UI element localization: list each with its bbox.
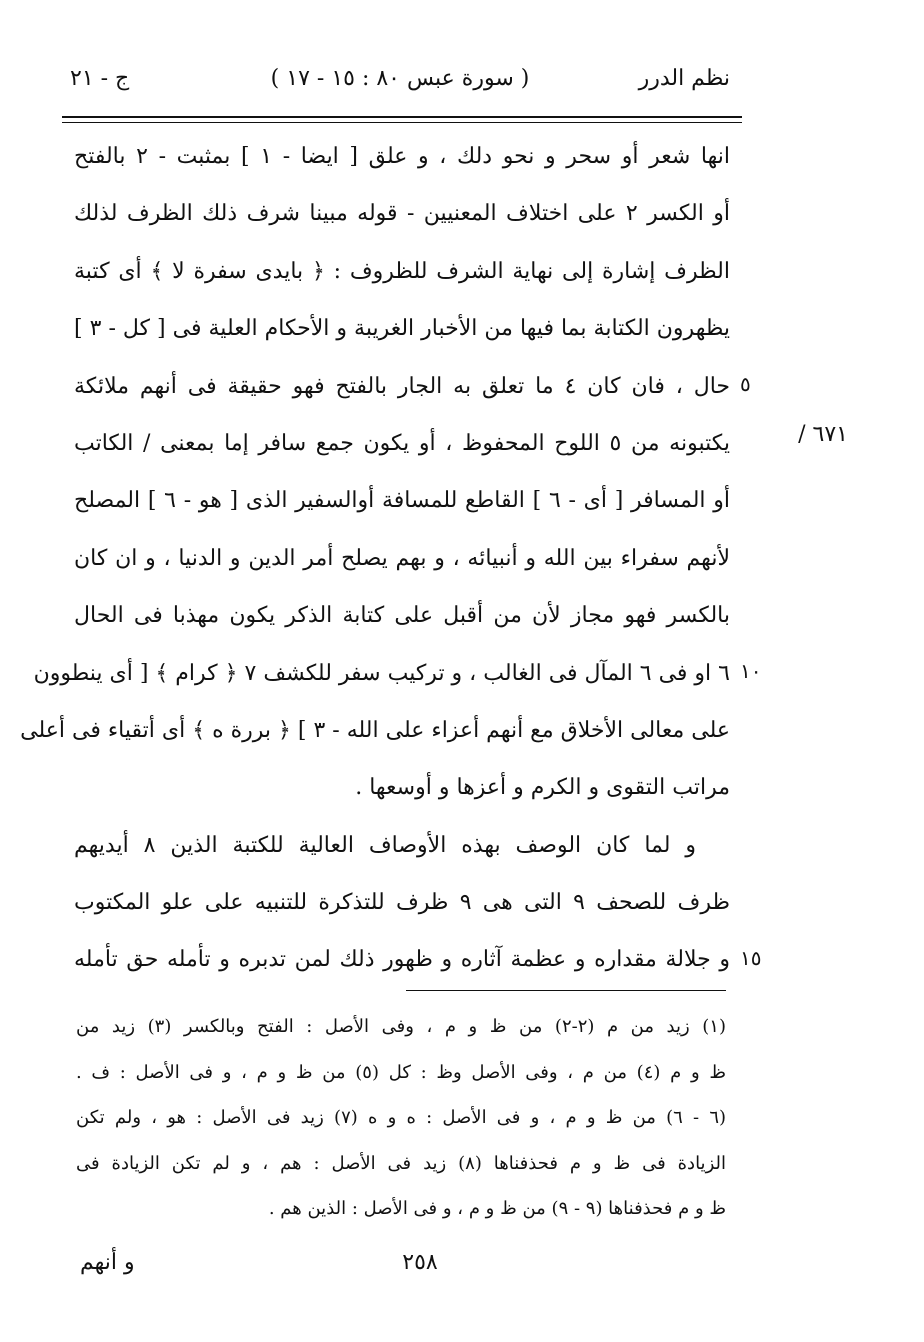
footnotes <box>76 1004 726 1232</box>
text-line: مراتب التقوى و الكرم و أعزها و أوسعها . <box>355 775 730 801</box>
text-line: على معالى الأخلاق مع أنهم أعزاء على الله - ٣ ] ﴿ بررة ه ﴾ أى أتقياء فى أعلى <box>20 717 730 743</box>
text-line: و جلالة مقداره و عظمة آثاره و ظهور ذلك لمن تدبره و تأمله حق تأمله <box>74 947 730 973</box>
surah-reference: ( سورة عبس ٨٠ : ١٥ - ١٧ ) <box>270 66 530 91</box>
footnote-line: ظ و م فحذفناها (٩ - ٩) من ظ و م ، و فى الأصل : الذين هم . <box>268 1198 726 1220</box>
text-line: يظهرون الكتابة بما فيها من الأخبار الغريبة و الأحكام العلية فى [ كل - ٣ ] <box>74 316 731 342</box>
text-line: يكتبونه من ٥ اللوح المحفوظ ، أو يكون جمع سافر إما بمعنى / الكاتب <box>74 430 730 456</box>
line-number: ١٠ <box>740 658 762 683</box>
text-line: بالكسر فهو مجاز لأن من أقبل على كتابة الذكر يكون مهذبا فى الحال <box>74 603 730 629</box>
main-text <box>20 128 731 989</box>
text-line: أو الكسر ٢ على اختلاف المعنيين - قوله مبينا شرف ذلك الظرف لذلك <box>74 201 731 227</box>
header-rule-thin <box>62 122 742 123</box>
text-line: لأنهم سفراء بين الله و أنبيائه ، و بهم يصلح أمر الدين و الدنيا ، و ان كان <box>74 545 730 571</box>
footnote-line: (١) زيد من م (٢-٢) من ظ و م ، وفى الأصل : الفتح وبالكسر (٣) زيد من <box>76 1016 726 1037</box>
margin-manuscript-folio: ٦٧١ / <box>798 422 848 447</box>
text-line: ظرف للصحف ٩ التى هى ٩ ظرف للتذكرة للتنبيه على علو المكتوب <box>74 890 730 916</box>
text-line: انها شعر أو سحر و نحو دلك ، و علق [ ايضا - ١ ] بمثبت - ٢ بالفتح <box>74 144 730 169</box>
page-number: ٢٥٨ <box>402 1250 438 1275</box>
book-title: نظم الدرر <box>638 66 730 91</box>
volume-number: ج - ٢١ <box>70 66 130 91</box>
footnote-line: الزيادة فى ظ و م فحذفناها (٨) زيد فى الأصل : هم ، و لم تكن الزيادة فى <box>76 1152 726 1174</box>
text-line: و لما كان الوصف بهذه الأوصاف العالية للكتبة الذين ٨ أيديهم <box>74 832 696 858</box>
running-head <box>70 62 730 102</box>
header-rule-thick <box>62 116 742 118</box>
footnote-separator <box>406 990 726 991</box>
text-line: حال ، فان كان ٤ ما تعلق به الجار بالفتح فهو حقيقة فى أنهم ملائكة <box>74 373 730 399</box>
line-number: ١٥ <box>740 945 762 970</box>
text-line: أو المسافر [ أى - ٦ ] القاطع للمسافة أوالسفير الذى [ هو - ٦ ] المصلح <box>74 488 730 514</box>
catchword: و أنهم <box>80 1250 135 1275</box>
footnote-line: ظ و م (٤) من م ، وفى الأصل وظ : كل (٥) من ظ و م ، و فى الأصل : ف . <box>76 1061 726 1083</box>
text-line: الظرف إشارة إلى نهاية الشرف للظروف : ﴿ بايدى سفرة لا ﴾ أى كتبة <box>74 258 730 284</box>
footnote-line: (٦ - ٦) من ظ و م ، و فى الأصل : ه و ه (٧) زيد فى الأصل : هو ، ولم تكن <box>76 1107 727 1129</box>
line-number: ٥ <box>740 371 751 396</box>
text-line: ٦ او فى ٦ المآل فى الغالب ، و تركيب سفر للكشف ٧ ﴿ كرام ﴾ [ أى ينطوون <box>33 660 730 686</box>
